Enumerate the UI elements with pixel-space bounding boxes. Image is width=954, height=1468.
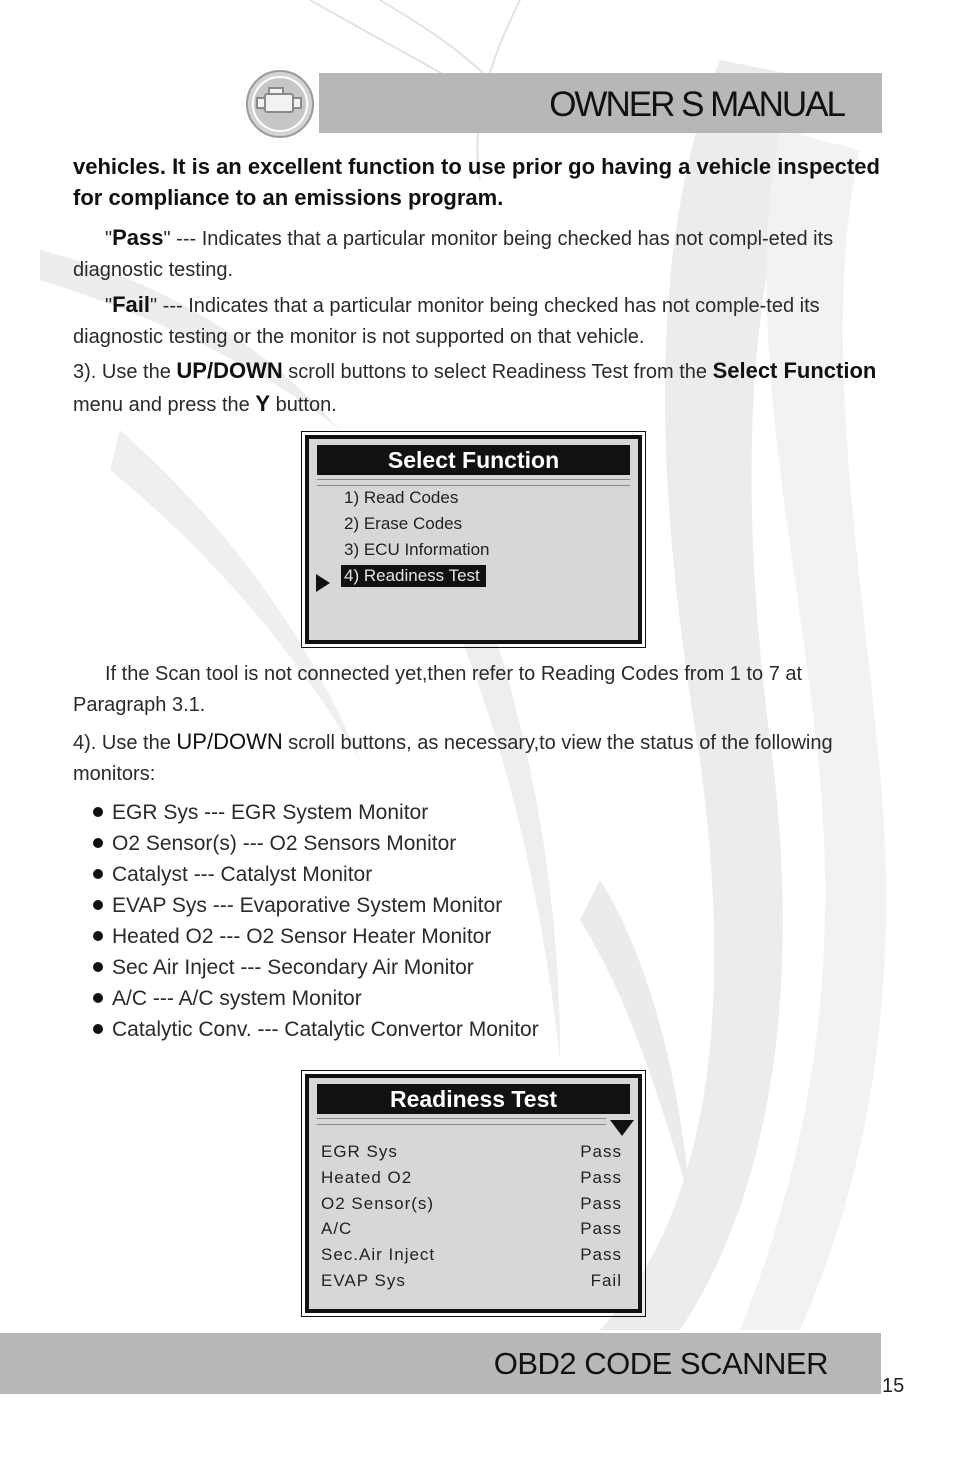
step3-suffix: button. (270, 394, 337, 416)
intro-paragraph: vehicles. It is an excellent function to use prior go having a vehicle inspected for compliance to an emissions program. (73, 154, 880, 210)
selection-pointer-icon (316, 574, 330, 592)
menu-item-ecu-information[interactable]: 3) ECU Information (344, 540, 490, 559)
list-item-text: O2 Sensor(s) --- O2 Sensors Monitor (112, 832, 457, 855)
list-item (93, 983, 793, 1014)
fail-term: Fail (112, 292, 151, 317)
screen-title: Readiness Test (317, 1084, 630, 1114)
step3-mid1: scroll buttons to select Readiness Test from the (282, 361, 713, 383)
step3-paragraph (73, 355, 881, 421)
updown-key: UP/DOWN (176, 729, 283, 754)
updown-key: UP/DOWN (176, 358, 283, 383)
header-bar (319, 73, 882, 133)
page-number: 15 (882, 1375, 905, 1397)
list-item-text: EVAP Sys --- Evaporative System Monitor (112, 894, 503, 917)
readiness-row (321, 1142, 622, 1166)
list-item (93, 797, 793, 828)
pass-description: " --- Indicates that a particular monitor being checked has not compl-eted its diagnostic testing. (73, 228, 834, 281)
readiness-row (321, 1245, 622, 1269)
bullet-icon (93, 962, 103, 972)
readiness-row (321, 1194, 622, 1218)
bullet-icon (93, 931, 103, 941)
monitor-status: Pass (580, 1219, 622, 1238)
open-quote: " (105, 228, 113, 250)
screen-divider (317, 479, 630, 486)
monitor-status: Pass (580, 1194, 622, 1213)
bullet-icon (93, 993, 103, 1003)
bullet-icon (93, 807, 103, 817)
monitor-list (93, 797, 793, 1045)
monitor-status: Pass (580, 1245, 622, 1264)
step3-mid2: menu and press the (73, 394, 256, 416)
monitor-status: Pass (580, 1142, 622, 1161)
select-function-screen (305, 435, 642, 644)
list-item (93, 952, 793, 983)
engine-icon (245, 70, 315, 138)
list-item-text: Catalyst --- Catalyst Monitor (112, 863, 373, 886)
monitor-status: Fail (590, 1271, 622, 1290)
monitor-status: Pass (580, 1168, 622, 1187)
list-item-text: A/C --- A/C system Monitor (112, 987, 362, 1010)
list-item (93, 921, 793, 952)
open-quote: " (105, 295, 113, 317)
list-item (93, 828, 793, 859)
list-item-text: EGR Sys --- EGR System Monitor (112, 801, 429, 824)
readiness-row (321, 1219, 622, 1243)
pass-paragraph (73, 222, 881, 286)
fail-paragraph (73, 289, 881, 353)
bullet-icon (93, 1024, 103, 1034)
readiness-row (321, 1168, 622, 1192)
list-item-text: Sec Air Inject --- Secondary Air Monitor (112, 956, 474, 979)
list-item-text: Heated O2 --- O2 Sensor Heater Monitor (112, 925, 492, 948)
select-function-key: Select Function (712, 358, 877, 383)
monitor-label: Heated O2 (321, 1168, 413, 1187)
readiness-test-screen (305, 1074, 642, 1313)
y-key: Y (255, 391, 271, 416)
monitor-label: Sec.Air Inject (321, 1245, 436, 1264)
scroll-down-arrow-icon (610, 1120, 634, 1136)
bullet-icon (93, 900, 103, 910)
list-item (93, 859, 793, 890)
screen-title: Select Function (317, 445, 630, 475)
screen-divider (317, 1118, 606, 1125)
header-title: OWNER S MANUAL (549, 85, 844, 124)
footer-title: OBD2 CODE SCANNER (493, 1346, 828, 1381)
step3-prefix: 3). Use the (73, 361, 177, 383)
menu-item-read-codes[interactable]: 1) Read Codes (344, 488, 459, 507)
step4-suffix: scroll buttons, as necessary,to view the status of the following monitors: (73, 732, 833, 785)
list-item (93, 890, 793, 921)
monitor-label: A/C (321, 1219, 353, 1238)
list-item-text: Catalytic Conv. --- Catalytic Convertor Monitor (112, 1018, 539, 1041)
readiness-row (321, 1271, 622, 1295)
monitor-label: EVAP Sys (321, 1271, 406, 1290)
menu-item-erase-codes[interactable]: 2) Erase Codes (344, 514, 463, 533)
pass-term: Pass (112, 225, 164, 250)
monitor-label: EGR Sys (321, 1142, 398, 1161)
menu-item-readiness-test[interactable]: 4) Readiness Test (341, 565, 486, 587)
engine-logo (245, 70, 315, 138)
bullet-icon (93, 838, 103, 848)
footer-bar (0, 1333, 881, 1394)
fail-description: " --- Indicates that a particular monitor being checked has not comple-ted its diagnostic testing or the monitor is not supported on that vehicle. (73, 295, 820, 348)
step4-prefix: 4). Use the (73, 732, 177, 754)
list-item (93, 1014, 793, 1045)
step4-paragraph (73, 726, 881, 790)
connect-paragraph: If the Scan tool is not connected yet,then refer to Reading Codes from 1 to 7 at Paragraph 3.1. (73, 663, 803, 716)
monitor-label: O2 Sensor(s) (321, 1194, 435, 1213)
bullet-icon (93, 869, 103, 879)
